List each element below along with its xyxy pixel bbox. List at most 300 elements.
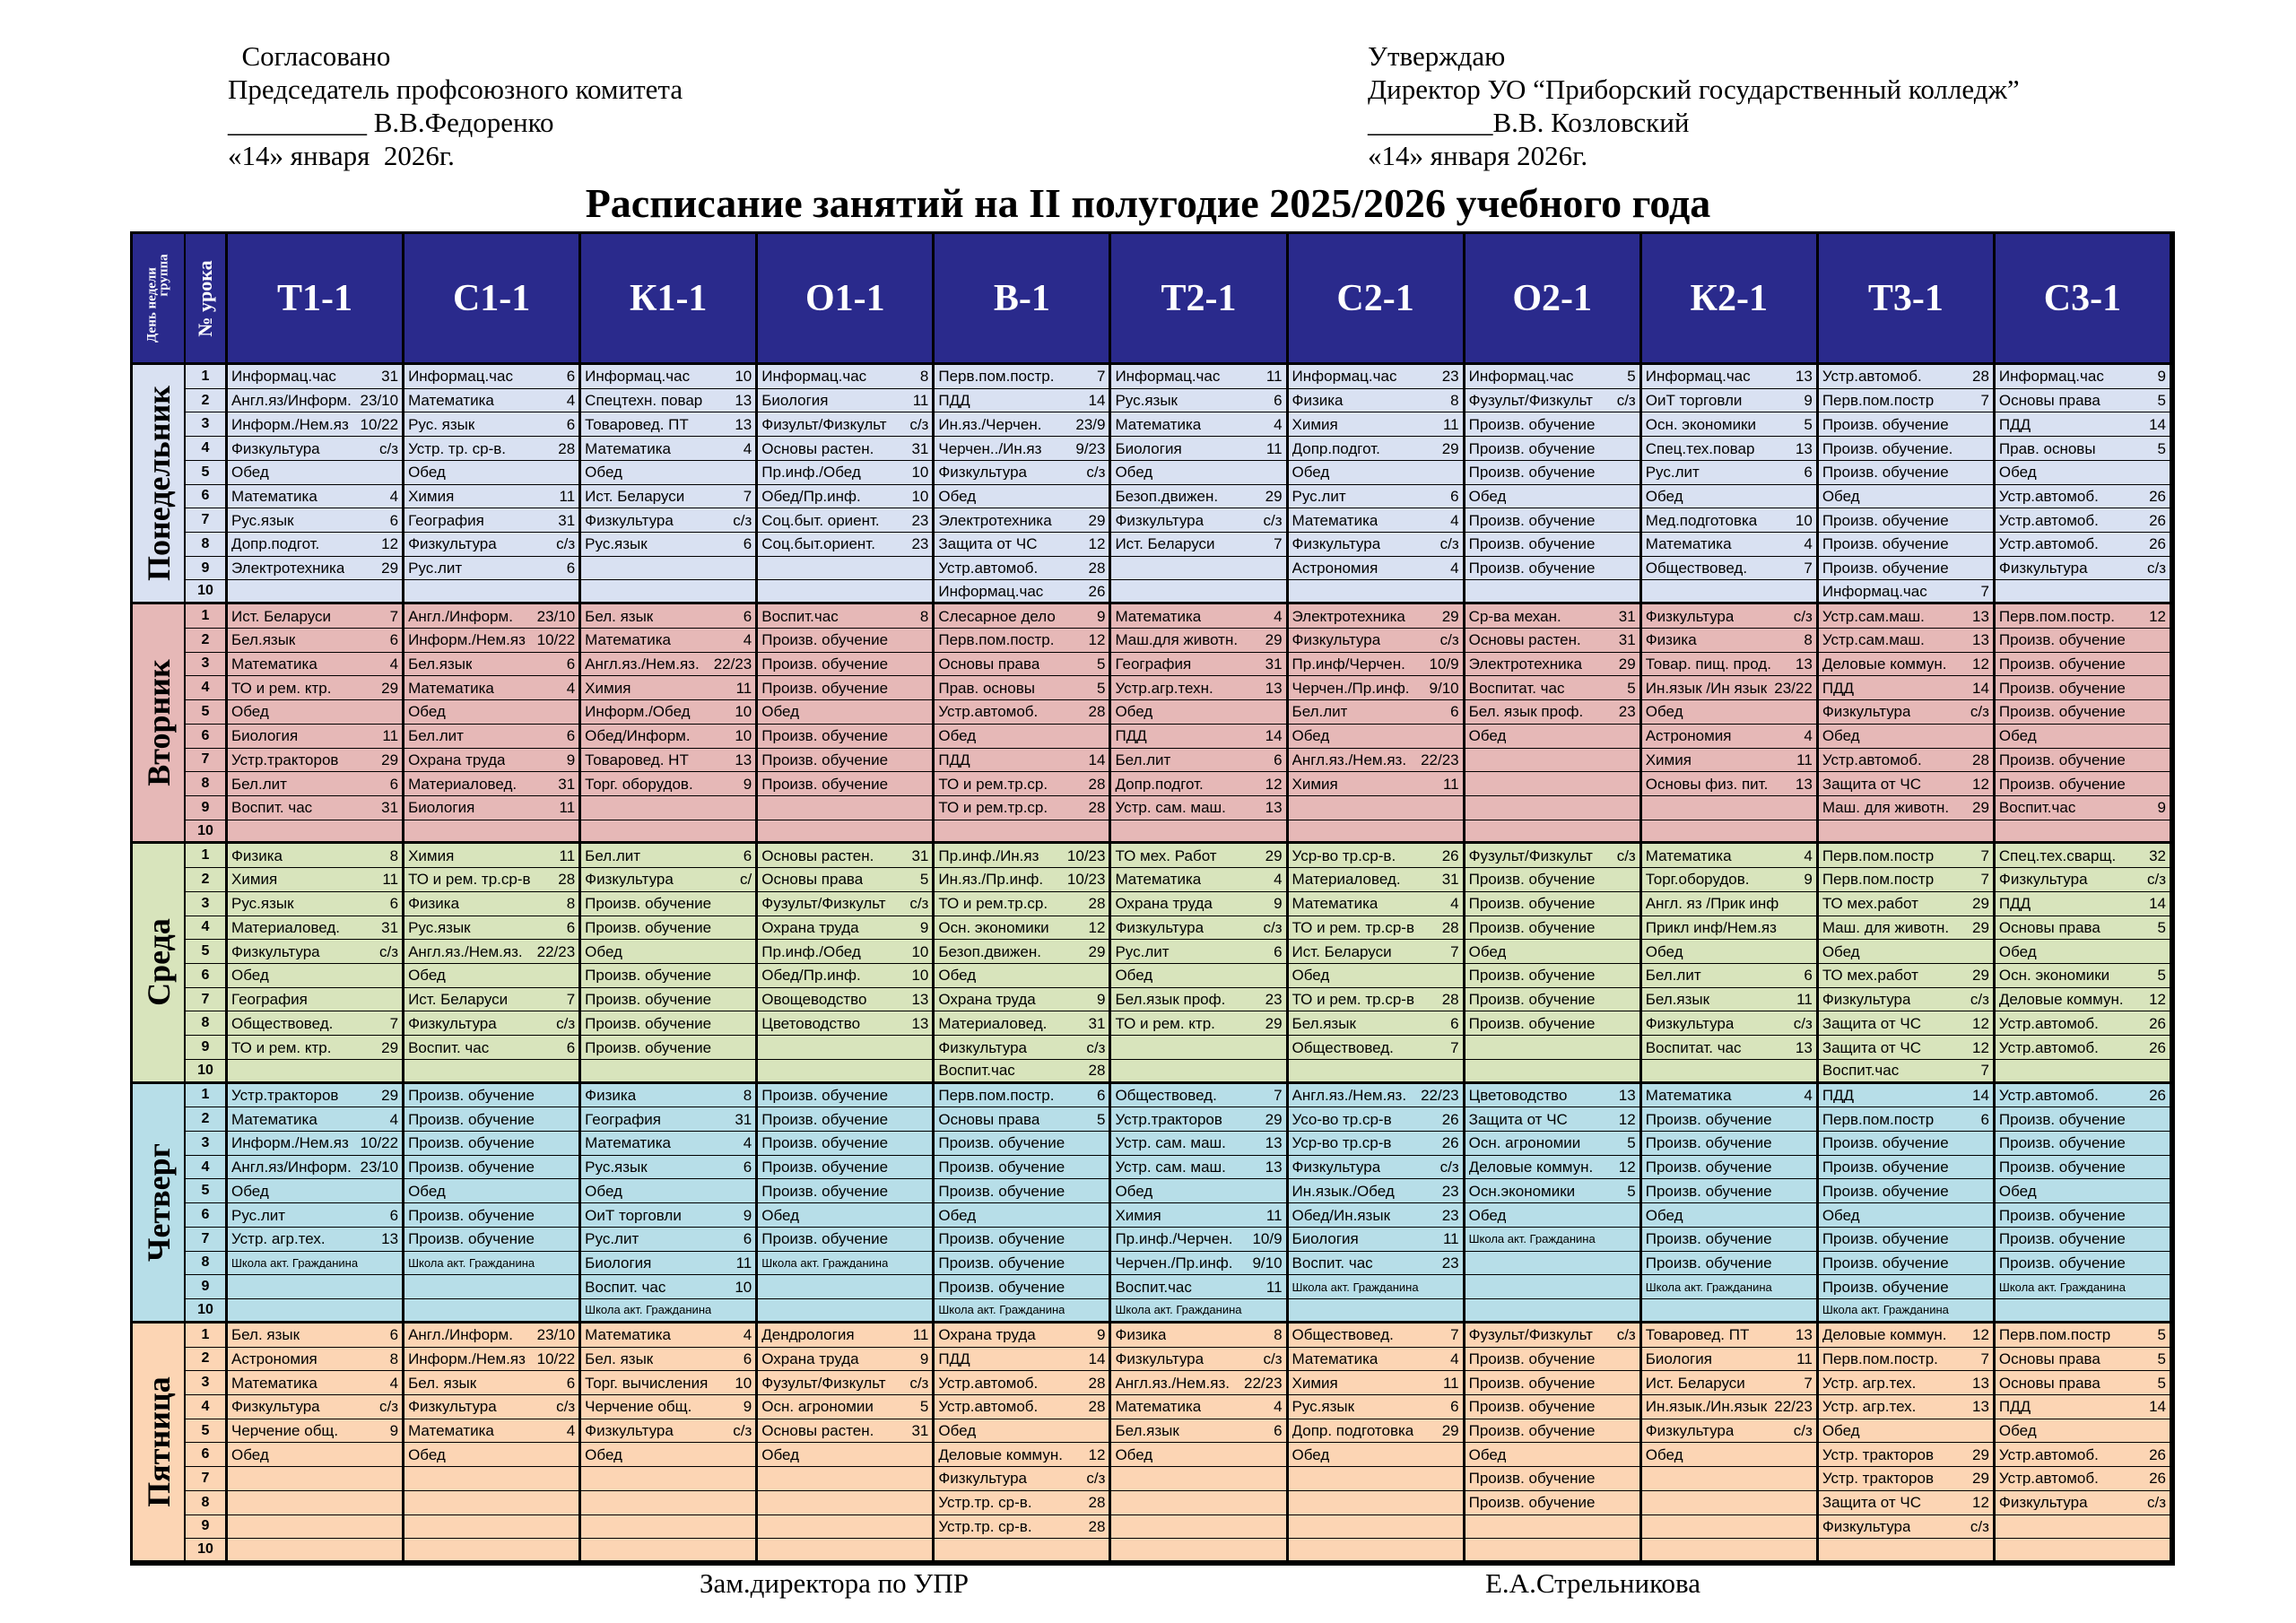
room-number: 26 bbox=[1088, 582, 1106, 600]
subject-name: Обед/Информ. bbox=[585, 728, 691, 744]
subject-name: Математика bbox=[231, 488, 317, 504]
subject-name: Защита от ЧС bbox=[1822, 1495, 1921, 1511]
lesson-number: 9 bbox=[186, 557, 228, 581]
schedule-cell bbox=[581, 892, 758, 916]
group-header: Т2-1 bbox=[1111, 234, 1288, 365]
subject-name: Бел.язык проф. bbox=[1115, 992, 1226, 1008]
schedule-cell bbox=[935, 1036, 1111, 1060]
room-number: 11 bbox=[912, 1326, 929, 1344]
room-number: 28 bbox=[1441, 918, 1459, 936]
room-number: 31 bbox=[911, 439, 929, 457]
subject-name: Устр.автомоб. bbox=[938, 560, 1039, 577]
schedule-cell bbox=[1465, 533, 1642, 557]
room-number: с/з bbox=[1793, 1014, 1813, 1032]
schedule-cell bbox=[404, 1491, 581, 1515]
subject-name: Обед bbox=[1998, 943, 2037, 959]
lesson-number: 4 bbox=[186, 1395, 228, 1419]
room-number: 8 bbox=[566, 895, 576, 913]
schedule-cell bbox=[758, 1275, 935, 1299]
schedule-cell bbox=[1819, 533, 1996, 557]
subject-name: Математика bbox=[231, 1375, 317, 1391]
subject-name: Ист. Беларуси bbox=[1292, 943, 1392, 959]
subject-name: Физкультура bbox=[1822, 992, 1911, 1008]
schedule-cell bbox=[1465, 820, 1642, 845]
subject-name: Основы права bbox=[938, 1111, 1040, 1127]
schedule-cell bbox=[1642, 892, 1819, 916]
subject-name: ПДД bbox=[1998, 1399, 2031, 1415]
subject-name: Биология bbox=[1645, 1350, 1712, 1367]
subject-name: Химия bbox=[231, 872, 278, 888]
schedule-cell bbox=[758, 1060, 935, 1084]
schedule-cell bbox=[228, 1107, 404, 1132]
subject-name: Произв. обучение bbox=[408, 1231, 535, 1247]
subject-name: Устр. тракторов bbox=[1822, 1471, 1934, 1487]
schedule-cell bbox=[1465, 1348, 1642, 1372]
schedule-cell bbox=[1996, 412, 2172, 437]
room-number: 6 bbox=[1274, 392, 1283, 410]
subject-name: Обед bbox=[1822, 728, 1860, 744]
schedule-cell bbox=[1465, 1203, 1642, 1228]
subject-name: Произв. обучение bbox=[761, 751, 889, 768]
schedule-cell bbox=[935, 1467, 1111, 1491]
schedule-cell bbox=[1465, 796, 1642, 820]
header-lesson-number-label: № урока bbox=[194, 259, 216, 337]
subject-name: Математика bbox=[1292, 1350, 1378, 1367]
schedule-cell bbox=[758, 1467, 935, 1491]
subject-name: Устр.автомоб. bbox=[1998, 1087, 2099, 1103]
subject-name: Школа акт. Гражданина bbox=[585, 1304, 712, 1316]
schedule-cell bbox=[581, 1515, 758, 1540]
subject-name: Школа акт. Гражданина bbox=[1822, 1304, 1949, 1316]
schedule-cell bbox=[581, 389, 758, 413]
subject-name: Математика bbox=[585, 1327, 671, 1343]
subject-name: Информац.час bbox=[408, 369, 513, 385]
schedule-cell bbox=[404, 892, 581, 916]
subject-name: Математика bbox=[1115, 416, 1202, 432]
schedule-cell bbox=[1642, 1060, 1819, 1084]
subject-name: Произв. обучение bbox=[1998, 1159, 2126, 1176]
schedule-cell bbox=[1819, 1011, 1996, 1036]
schedule-cell bbox=[758, 604, 935, 629]
room-number: с/з bbox=[909, 1374, 929, 1392]
schedule-cell bbox=[1289, 485, 1465, 509]
schedule-cell bbox=[1819, 1299, 1996, 1324]
room-number: 23 bbox=[911, 511, 929, 529]
schedule-cell bbox=[1111, 916, 1288, 941]
room-number: 13 bbox=[1795, 439, 1813, 457]
schedule-cell bbox=[935, 1203, 1111, 1228]
schedule-cell bbox=[1642, 461, 1819, 485]
schedule-cell bbox=[1819, 1179, 1996, 1203]
lesson-number: 8 bbox=[186, 1011, 228, 1036]
subject-name: Математика bbox=[585, 1135, 671, 1151]
subject-name: Информ./Нем.яз bbox=[231, 416, 349, 432]
room-number: 11 bbox=[912, 392, 929, 410]
schedule-cell bbox=[1465, 1491, 1642, 1515]
subject-name: Рус.язык bbox=[231, 896, 294, 912]
subject-name: Перв.пом.постр bbox=[1822, 872, 1935, 888]
schedule-cell bbox=[1642, 1132, 1819, 1156]
schedule-cell bbox=[935, 1132, 1111, 1156]
schedule-cell bbox=[1642, 1275, 1819, 1299]
schedule-cell bbox=[1996, 820, 2172, 845]
schedule-cell bbox=[228, 533, 404, 557]
lesson-number: 7 bbox=[186, 988, 228, 1012]
subject-name: Усо-во тр.ср-в bbox=[1292, 1111, 1392, 1127]
subject-name: Произв. обучение bbox=[408, 1135, 535, 1151]
subject-name: Обед bbox=[1998, 1183, 2037, 1199]
schedule-cell bbox=[228, 412, 404, 437]
day-name: Вторник bbox=[140, 659, 177, 787]
room-number: 22/23 bbox=[1243, 1374, 1283, 1392]
subject-name: Обед bbox=[1998, 728, 2037, 744]
schedule-cell bbox=[1465, 1443, 1642, 1467]
subject-name: Обед bbox=[1115, 1183, 1153, 1199]
schedule-cell bbox=[1996, 725, 2172, 749]
subject-name: Химия bbox=[1292, 416, 1338, 432]
schedule-cell bbox=[228, 580, 404, 604]
schedule-cell bbox=[1819, 700, 1996, 725]
schedule-cell bbox=[404, 1060, 581, 1084]
subject-name: Допр.подгот. bbox=[1292, 440, 1380, 456]
schedule-cell bbox=[228, 485, 404, 509]
schedule-cell bbox=[758, 1419, 935, 1444]
subject-name: Рус.лит bbox=[231, 1207, 286, 1223]
lesson-number: 1 bbox=[186, 1084, 228, 1108]
subject-name: ТО и рем. ктр. bbox=[231, 680, 332, 696]
schedule-cell bbox=[1996, 461, 2172, 485]
room-number: 4 bbox=[1450, 511, 1459, 529]
schedule-cell bbox=[1819, 1419, 1996, 1444]
subject-name: Черчен../Ин.яз bbox=[938, 440, 1042, 456]
subject-name: Электротехника bbox=[231, 560, 345, 577]
schedule-cell bbox=[758, 1299, 935, 1324]
schedule-cell bbox=[1819, 1084, 1996, 1108]
room-number: 31 bbox=[1088, 1014, 1106, 1032]
schedule-cell bbox=[404, 485, 581, 509]
schedule-cell bbox=[1819, 1491, 1996, 1515]
subject-name: ТО и рем. ктр. bbox=[1115, 1015, 1215, 1031]
room-number: 10 bbox=[911, 942, 929, 960]
subject-name: Рус.лит bbox=[1292, 488, 1346, 504]
schedule-cell bbox=[404, 1299, 581, 1324]
lesson-number: 8 bbox=[186, 772, 228, 796]
schedule-cell bbox=[404, 629, 581, 653]
room-number: 6 bbox=[389, 775, 399, 793]
subject-name: Допр.подгот. bbox=[1115, 776, 1204, 792]
schedule-cell bbox=[404, 988, 581, 1012]
subject-name: Произв. обучение bbox=[1468, 896, 1596, 912]
lesson-number: 6 bbox=[186, 725, 228, 749]
subject-name: Устр.сам.маш. bbox=[1822, 608, 1925, 624]
subject-name: Ср-ва механ. bbox=[1468, 608, 1561, 624]
schedule-cell bbox=[1996, 1491, 2172, 1515]
schedule-cell bbox=[1289, 796, 1465, 820]
subject-name: Пр.инф./Ин.яз bbox=[938, 847, 1039, 864]
room-number: 9/10 bbox=[1252, 1254, 1283, 1271]
header-corner-day-label: День недели bbox=[144, 266, 160, 343]
subject-name: Обед bbox=[1822, 943, 1860, 959]
subject-name: Осн. агрономии bbox=[1468, 1135, 1581, 1151]
subject-name: ОиТ торговли bbox=[1645, 393, 1743, 409]
subject-name: Обед bbox=[1645, 704, 1683, 720]
approval-left-line4: «14» января 2026г. bbox=[228, 140, 455, 171]
schedule-cell bbox=[1465, 749, 1642, 773]
subject-name: Устр. тракторов bbox=[1822, 1446, 1934, 1462]
subject-name: Обед bbox=[1115, 704, 1153, 720]
subject-name: Обществовед. bbox=[1292, 1327, 1394, 1343]
schedule-cell bbox=[404, 1395, 581, 1419]
subject-name: Охрана труда bbox=[761, 1350, 859, 1367]
subject-name: Пр.инф./Обед bbox=[761, 943, 861, 959]
subject-name: Биология bbox=[761, 393, 829, 409]
schedule-cell bbox=[404, 461, 581, 485]
schedule-cell bbox=[228, 1060, 404, 1084]
lesson-number: 4 bbox=[186, 676, 228, 700]
schedule-cell bbox=[935, 1324, 1111, 1348]
schedule-cell bbox=[1642, 1156, 1819, 1180]
schedule-cell bbox=[581, 533, 758, 557]
subject-name: ТО и рем. тр.ср-в bbox=[1292, 919, 1414, 935]
subject-name: Рус.лит bbox=[585, 1231, 639, 1247]
schedule-cell bbox=[228, 820, 404, 845]
schedule-cell bbox=[1642, 1419, 1819, 1444]
schedule-cell bbox=[228, 940, 404, 964]
schedule-cell bbox=[404, 1324, 581, 1348]
subject-name: Англ.яз./Нем.яз. bbox=[1292, 1087, 1407, 1103]
subject-name: Произв. обучение bbox=[1468, 560, 1596, 577]
schedule-cell bbox=[1996, 1036, 2172, 1060]
room-number: 11 bbox=[1265, 1206, 1283, 1224]
subject-name: Бел. язык bbox=[408, 1375, 477, 1391]
schedule-cell bbox=[1111, 1203, 1288, 1228]
schedule-cell bbox=[758, 964, 935, 988]
schedule-cell bbox=[1289, 365, 1465, 389]
room-number: 4 bbox=[1274, 415, 1283, 433]
room-number: 31 bbox=[1265, 655, 1283, 673]
subject-name: Охрана труда bbox=[938, 1327, 1036, 1343]
room-number: 13 bbox=[911, 1014, 929, 1032]
subject-name: Физкультура bbox=[1645, 608, 1735, 624]
subject-name: Устр.сам.маш. bbox=[1822, 632, 1925, 648]
schedule-cell bbox=[1819, 653, 1996, 677]
schedule-cell bbox=[1289, 1539, 1465, 1563]
subject-name: Бел.язык bbox=[408, 655, 473, 672]
room-number: 13 bbox=[1618, 1086, 1636, 1104]
room-number: 22/23 bbox=[536, 942, 576, 960]
schedule-cell bbox=[404, 1443, 581, 1467]
schedule-cell bbox=[1819, 772, 1996, 796]
schedule-cell bbox=[1819, 485, 1996, 509]
subject-name: Математика bbox=[408, 680, 494, 696]
room-number: 7 bbox=[1980, 846, 1989, 864]
subject-name: Устр.автомоб. bbox=[1998, 512, 2099, 528]
schedule-cell bbox=[228, 1324, 404, 1348]
room-number: 6 bbox=[1274, 942, 1283, 960]
schedule-cell bbox=[1465, 461, 1642, 485]
schedule-cell bbox=[758, 1443, 935, 1467]
room-number: 28 bbox=[1088, 1494, 1106, 1512]
schedule-cell bbox=[1996, 604, 2172, 629]
subject-name: Деловые коммун. bbox=[1468, 1159, 1594, 1176]
subject-name: Мед.подготовка bbox=[1645, 512, 1758, 528]
schedule-cell bbox=[1289, 629, 1465, 653]
subject-name: Цветоводство bbox=[761, 1015, 861, 1031]
schedule-cell bbox=[404, 508, 581, 533]
schedule-cell bbox=[1819, 1060, 1996, 1084]
subject-name: Произв. обучение bbox=[1998, 1207, 2126, 1223]
room-number: 9/10 bbox=[1429, 679, 1459, 697]
schedule-cell bbox=[228, 1395, 404, 1419]
schedule-cell bbox=[228, 629, 404, 653]
subject-name: Обед bbox=[1998, 1423, 2037, 1439]
subject-name: Материаловед. bbox=[231, 919, 341, 935]
schedule-cell bbox=[935, 485, 1111, 509]
room-number: 26 bbox=[2149, 535, 2166, 553]
lesson-number: 8 bbox=[186, 533, 228, 557]
subject-name: Устр. сам. маш. bbox=[1115, 1159, 1226, 1176]
subject-name: Информац.час bbox=[761, 369, 867, 385]
room-number: 12 bbox=[1088, 535, 1106, 553]
subject-name: Перв.пом.постр. bbox=[938, 1087, 1055, 1103]
schedule-cell bbox=[935, 629, 1111, 653]
schedule-cell bbox=[581, 485, 758, 509]
room-number: с/з bbox=[2146, 1494, 2166, 1512]
schedule-cell bbox=[1465, 557, 1642, 581]
schedule-cell bbox=[758, 844, 935, 868]
schedule-cell bbox=[1289, 1275, 1465, 1299]
schedule-cell bbox=[758, 749, 935, 773]
subject-name: Устр.тракторов bbox=[231, 751, 339, 768]
schedule-cell bbox=[581, 604, 758, 629]
schedule-cell bbox=[228, 437, 404, 461]
schedule-cell bbox=[581, 461, 758, 485]
subject-name: Пр.инф./Обед bbox=[761, 464, 861, 481]
lesson-number: 9 bbox=[186, 796, 228, 820]
room-number: 6 bbox=[1804, 464, 1813, 482]
schedule-cell bbox=[1289, 557, 1465, 581]
schedule-cell bbox=[1819, 1395, 1996, 1419]
room-number: 6 bbox=[566, 1374, 576, 1392]
subject-name: Физика bbox=[1292, 393, 1344, 409]
schedule-cell bbox=[228, 868, 404, 892]
subject-name: Обед bbox=[1292, 728, 1330, 744]
schedule-cell bbox=[1819, 749, 1996, 773]
schedule-cell bbox=[1289, 1084, 1465, 1108]
schedule-cell bbox=[1111, 1467, 1288, 1491]
room-number: 14 bbox=[1971, 679, 1989, 697]
schedule-cell bbox=[935, 1491, 1111, 1515]
group-header: Т1-1 bbox=[228, 234, 404, 365]
group-header: В-1 bbox=[935, 234, 1111, 365]
schedule-cell bbox=[1111, 1275, 1288, 1299]
room-number: 28 bbox=[1088, 1517, 1106, 1535]
schedule-cell bbox=[404, 844, 581, 868]
room-number: с/з bbox=[909, 895, 929, 913]
schedule-cell bbox=[1819, 604, 1996, 629]
room-number: 11 bbox=[1265, 439, 1283, 457]
subject-name: Обед bbox=[1645, 943, 1683, 959]
lesson-number: 5 bbox=[186, 1179, 228, 1203]
subject-name: Произв. обучение bbox=[1998, 680, 2126, 696]
schedule-cell bbox=[758, 557, 935, 581]
room-number: 11 bbox=[1442, 1374, 1459, 1392]
subject-name: Произв. обучение bbox=[1822, 512, 1949, 528]
subject-name: Бел.язык bbox=[1292, 1015, 1356, 1031]
subject-name: Защита от ЧС bbox=[1822, 1039, 1921, 1055]
schedule-cell bbox=[1819, 725, 1996, 749]
room-number: 5 bbox=[1627, 368, 1636, 386]
group-header: К1-1 bbox=[581, 234, 758, 365]
schedule-cell bbox=[758, 629, 935, 653]
room-number: 13 bbox=[1971, 607, 1989, 625]
room-number: 4 bbox=[1274, 1398, 1283, 1416]
room-number: 6 bbox=[743, 607, 752, 625]
subject-name: Цветоводство bbox=[1468, 1087, 1568, 1103]
schedule-cell bbox=[1289, 1179, 1465, 1203]
room-number: с/з bbox=[733, 511, 752, 529]
schedule-cell bbox=[758, 461, 935, 485]
schedule-cell bbox=[935, 1060, 1111, 1084]
schedule-cell bbox=[404, 700, 581, 725]
subject-name: Информац.час bbox=[1115, 369, 1221, 385]
subject-name: Произв. обучение bbox=[1998, 704, 2126, 720]
subject-name: Перв.пом.постр. bbox=[938, 632, 1055, 648]
room-number: 13 bbox=[1265, 679, 1283, 697]
schedule-cell bbox=[1111, 676, 1288, 700]
room-number: 6 bbox=[389, 631, 399, 649]
schedule-cell bbox=[1996, 389, 2172, 413]
schedule-cell bbox=[228, 1179, 404, 1203]
room-number: 12 bbox=[1971, 1014, 1989, 1032]
schedule-cell bbox=[1289, 1324, 1465, 1348]
schedule-cell bbox=[228, 1156, 404, 1180]
schedule-cell bbox=[1111, 1515, 1288, 1540]
room-number: 6 bbox=[743, 535, 752, 553]
room-number: с/з bbox=[2146, 560, 2166, 577]
room-number: 6 bbox=[1450, 1398, 1459, 1416]
subject-name: Произв. обучение bbox=[761, 1135, 889, 1151]
subject-name: Черчение общ. bbox=[231, 1423, 339, 1439]
subject-name: Физкультура bbox=[585, 1423, 674, 1439]
schedule-cell bbox=[1111, 796, 1288, 820]
lesson-number: 3 bbox=[186, 1371, 228, 1395]
room-number: с/з bbox=[1086, 1470, 1106, 1488]
subject-name: Произв. обучение bbox=[1468, 536, 1596, 552]
schedule-cell bbox=[1819, 1203, 1996, 1228]
subject-name: Обед bbox=[585, 1183, 622, 1199]
schedule-cell bbox=[1111, 988, 1288, 1012]
header-corner-day-group bbox=[133, 234, 186, 365]
room-number: 10/22 bbox=[536, 1350, 576, 1367]
subject-name: Электротехника bbox=[1468, 655, 1582, 672]
room-number: 23/10 bbox=[536, 1326, 576, 1344]
subject-name: ПДД bbox=[938, 1350, 970, 1367]
lesson-number: 4 bbox=[186, 1156, 228, 1180]
room-number: с/з bbox=[556, 1398, 576, 1416]
schedule-cell bbox=[1642, 1491, 1819, 1515]
schedule-cell bbox=[1289, 1228, 1465, 1252]
subject-name: Основы права bbox=[1998, 1350, 2100, 1367]
schedule-cell bbox=[1289, 1515, 1465, 1540]
subject-name: ТО и рем.тр.ср. bbox=[938, 776, 1048, 792]
subject-name: Устр.автомоб. bbox=[938, 704, 1039, 720]
schedule-cell bbox=[758, 1084, 935, 1108]
subject-name: Ист. Беларуси bbox=[231, 608, 332, 624]
subject-name: Произв. обучение bbox=[761, 776, 889, 792]
day-label bbox=[133, 365, 186, 604]
schedule-cell bbox=[1642, 1203, 1819, 1228]
